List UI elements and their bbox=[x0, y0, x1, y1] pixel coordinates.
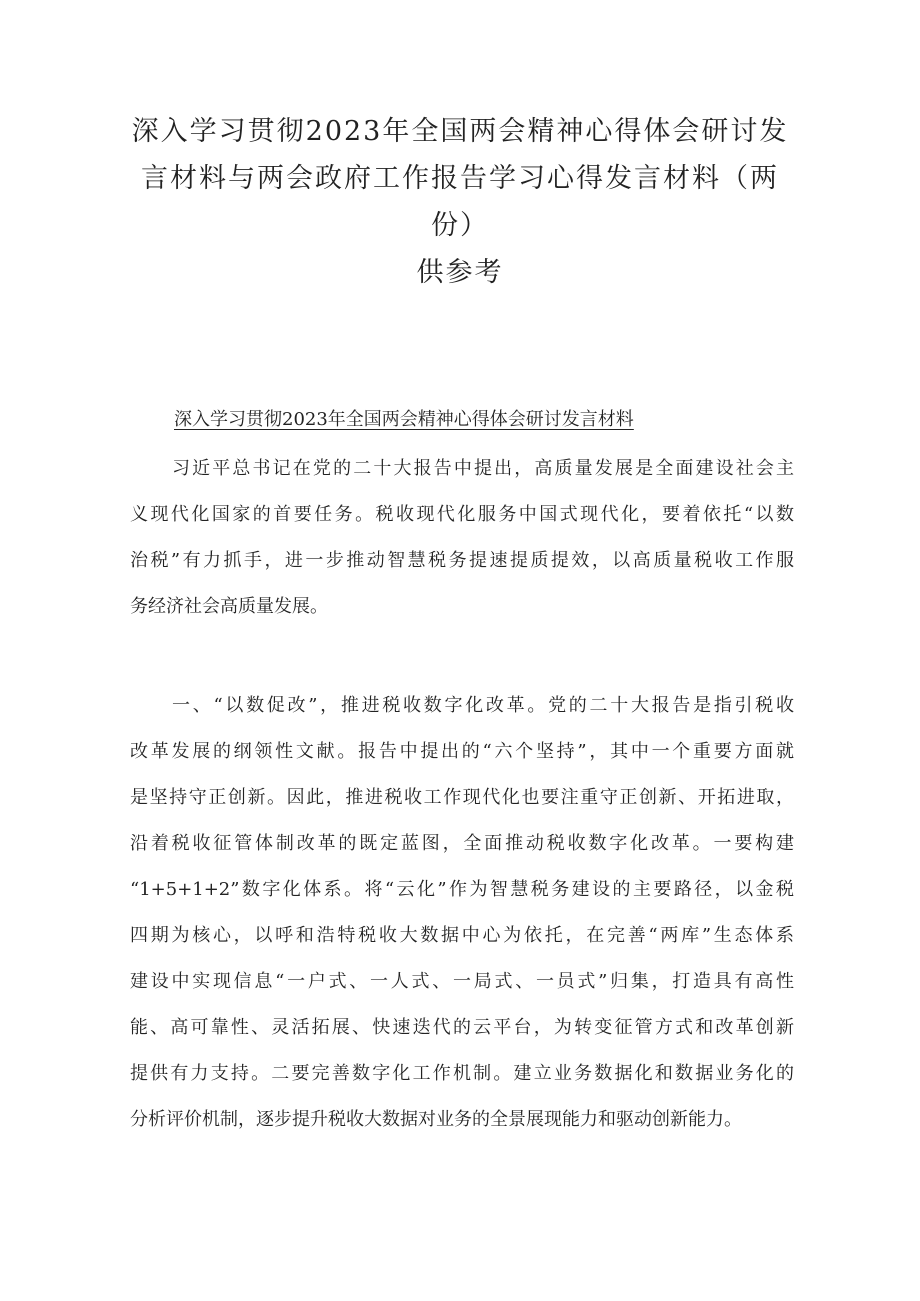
paragraph-line: 提供有力支持。二要完善数字化工作机制。建立业务数据化和数据业务化的 bbox=[130, 1063, 794, 1084]
section-heading: 深入学习贯彻2023年全国两会精神心得体会研讨发言材料 bbox=[174, 409, 634, 430]
paragraph-line: 改革发展的纲领性文献。报告中提出的“六个坚持”，其中一个重要方面就 bbox=[130, 741, 794, 762]
paragraph-line: 一、“以数促改”，推进税收数字化改革。党的二十大报告是指引税收 bbox=[172, 695, 794, 716]
paragraph-line: 义现代化国家的首要任务。税收现代化服务中国式现代化，要着依托“以数 bbox=[130, 504, 794, 525]
document-title bbox=[130, 108, 790, 296]
paragraph-line: 是坚持守正创新。因此，推进税收工作现代化也要注重守正创新、开拓进取， bbox=[130, 787, 794, 808]
paragraph-intro bbox=[130, 446, 794, 630]
paragraph-section-one bbox=[130, 683, 794, 1143]
paragraph-line: 能、高可靠性、灵活拓展、快速迭代的云平台，为转变征管方式和改革创新 bbox=[130, 1017, 794, 1038]
paragraph-line: 务经济社会高质量发展。 bbox=[130, 596, 328, 617]
title-line: 深入学习贯彻2023年全国两会精神心得体会研讨发 bbox=[131, 116, 789, 147]
paragraph-line: 建设中实现信息“一户式、一人式、一局式、一员式”归集，打造具有高性 bbox=[130, 971, 794, 992]
paragraph-line: 习近平总书记在党的二十大报告中提出，高质量发展是全面建设社会主 bbox=[172, 458, 794, 479]
title-subtitle: 供参考 bbox=[416, 257, 504, 288]
paragraph-line: 分析评价机制，逐步提升税收大数据对业务的全景展现能力和驱动创新能力。 bbox=[130, 1109, 742, 1130]
title-line: 份） bbox=[431, 210, 489, 241]
paragraph-line: 四期为核心，以呼和浩特税收大数据中心为依托，在完善“两库”生态体系 bbox=[130, 925, 794, 946]
paragraph-line: 治税”有力抓手，进一步推动智慧税务提速提质提效，以高质量税收工作服 bbox=[130, 550, 794, 571]
paragraph-line: “1+5+1+2”数字化体系。将“云化”作为智慧税务建设的主要路径，以金税 bbox=[130, 879, 794, 900]
title-line: 言材料与两会政府工作报告学习心得发言材料（两 bbox=[141, 163, 779, 194]
paragraph-line: 沿着税收征管体制改革的既定蓝图，全面推动税收数字化改革。一要构建 bbox=[130, 833, 794, 854]
